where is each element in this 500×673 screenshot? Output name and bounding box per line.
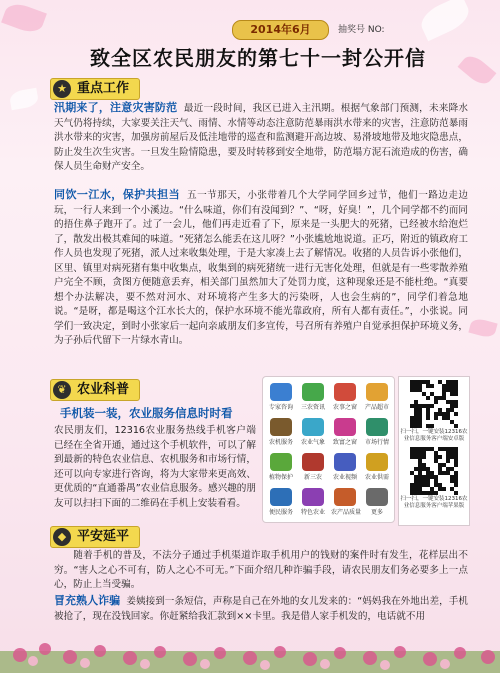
body-impersonation: 姜姨接到一条短信，声称是自己在外地的女儿发来的：“妈妈我在外地出差，手机被抢了，现在没钱回家。你赶紧给我汇款到××卡里。我是借人家手机发的，电话就不用 xyxy=(54,596,468,622)
app-tile[interactable] xyxy=(363,453,391,481)
subheading-river: 同饮一江水，保护共担当 xyxy=(54,188,181,201)
app-label: 专家咨询 xyxy=(268,404,293,411)
app-tile[interactable] xyxy=(267,453,295,481)
body-river: 五一节那天，小张带着几个大学同学回乡过节，他们一路边走边玩，一行人来到一个小溪边。“什么味道，你们有没闻到？”、“呀，好臭！”，几个同学都不约而同的捂住鼻子跑开了。过了一会儿，他们再走近看了下，原来是一头肥大的死猪，已经被水给泡烂了，散发出极其难闻的味道。“死猪怎么能丢在这儿呀？”小张尴尬地说道。正巧，附近的镇政府工作人员也发现了死猪，派人过来收集处理，于是大家凑上去了解情况。收猪的人员告诉小张他们，区里、镇里对病死猪有集中收集点，收集到的病死猪统一进行无害化处理，但就是有一些零散养殖户完全不顾，贪图方便随意丢弃，相关部门虽然加大了处罚力度，这种现象还是不能杜绝。“真要想个办法解决，要不然对河水、对环境将产生多大的污染呀，人也会生病的”，同学们着急地说。“是呀，都是喝这个江水长大的，保护水环境不能光靠政府，所有人都有责任。”，小张说。同学们一致决定，到时小张家后一起向亲戚朋友们多宣传，号召所有养殖户自觉承担保护环境义务，为子孙后代留下一片绿水青山。 xyxy=(54,190,469,346)
qr-code-android[interactable] xyxy=(410,380,458,428)
section-tag-label: 平安延平 xyxy=(77,529,130,544)
lottery-number-label: 抽奖号 NO: xyxy=(338,25,385,35)
app-icon xyxy=(334,453,356,471)
section-tag-key-work xyxy=(50,78,140,100)
qr-caption-ios: 扫一扫，一键安装12316农业信息服务客户端苹果版 xyxy=(400,496,468,509)
app-label: 特色农业 xyxy=(300,509,325,516)
app-icon xyxy=(270,488,292,506)
decorative-petal xyxy=(468,317,497,339)
decorative-petal xyxy=(9,88,40,111)
app-tile[interactable] xyxy=(299,418,327,446)
app-tile[interactable] xyxy=(363,418,391,446)
app-tile[interactable] xyxy=(267,383,295,411)
app-tile[interactable] xyxy=(363,488,391,516)
leaf-icon: ❦ xyxy=(53,381,71,399)
app-label: 更多 xyxy=(370,509,383,516)
app-label: 市场行情 xyxy=(364,439,389,446)
qr-caption-android: 扫一扫，一键安装12316农业信息服务客户端安卓版 xyxy=(400,429,468,442)
body-flood: 最近一段时间，我区已进入主汛期。根据气象部门预测，未来降水天气仍将持续，大家要关注天气、雨情、水情等动态注意防范暴雨洪水带来的灾害，注意防范暴雨洪水带来的灾害，加强房前屋后及低洼地带的巡查和监测避开高边坡、易滑坡地带及地灾隐患点，防止发生次生灾害。一旦发生险情隐患，要及时转移到安全地带，防范塌方泥石流造成的伤害，确保人员生命财产安全。 xyxy=(54,103,468,172)
app-tile[interactable] xyxy=(331,488,362,516)
subheading-flood: 汛期来了，注意灾害防范 xyxy=(54,101,178,114)
app-icon xyxy=(366,383,388,401)
app-label: 农机服务 xyxy=(268,439,293,446)
section-tag-label: 重点工作 xyxy=(77,81,130,96)
app-tile[interactable] xyxy=(363,383,391,411)
app-label: 农业气象 xyxy=(300,439,325,446)
app-icon xyxy=(302,418,324,436)
app-label: 农产品质量 xyxy=(331,509,362,516)
app-label: 三农资讯 xyxy=(300,404,325,411)
app-label: 新三农 xyxy=(303,474,322,481)
app-icon xyxy=(270,383,292,401)
app-tile[interactable] xyxy=(267,418,295,446)
app-label: 产品超市 xyxy=(364,404,389,411)
app-label: 致富之窗 xyxy=(332,439,357,446)
body-safety-intro: 随着手机的普及，不法分子通过手机渠道诈取手机用户的钱财的案件时有发生，花样层出不穷。“害人之心不可有，防人之心不可无。”下面介绍几种诈骗手段，请农民朋友们务必要多上一点心，防止上当受骗。 xyxy=(54,550,468,590)
app-label: 农业供需 xyxy=(364,474,389,481)
section-tag-agri-science xyxy=(50,379,140,401)
app-label: 农事之窗 xyxy=(332,404,357,411)
qr-code-panel xyxy=(398,376,470,526)
app-icon xyxy=(366,418,388,436)
page-title: 致全区农民朋友的第七十一封公开信 xyxy=(90,46,426,70)
qr-code-ios[interactable] xyxy=(410,447,458,495)
decorative-petal xyxy=(1,0,47,36)
app-tile[interactable] xyxy=(331,418,359,446)
app-screenshot-panel xyxy=(262,376,395,523)
app-label: 便民服务 xyxy=(268,509,293,516)
app-icon xyxy=(302,383,324,401)
app-icon xyxy=(334,383,356,401)
app-icon xyxy=(270,453,292,471)
app-label: 农业视频 xyxy=(332,474,357,481)
issue-date-banner: 2014年6月 xyxy=(232,20,329,40)
app-icon xyxy=(366,488,388,506)
app-icon xyxy=(334,488,356,506)
app-icon xyxy=(366,453,388,471)
app-icon xyxy=(302,488,324,506)
app-tile[interactable] xyxy=(299,383,327,411)
subheading-impersonation: 冒充熟人诈骗 xyxy=(54,594,121,607)
decorative-petal xyxy=(416,0,473,41)
paragraph-flood-season xyxy=(54,101,468,175)
app-tile[interactable] xyxy=(331,383,359,411)
paragraph-impersonation xyxy=(54,594,468,624)
star-icon: ★ xyxy=(53,80,71,98)
decorative-flowers xyxy=(0,631,500,673)
shield-icon: ◆ xyxy=(53,528,71,546)
app-tile[interactable] xyxy=(299,488,327,516)
app-label: 植物保护 xyxy=(268,474,293,481)
subheading-mobile-app: 手机装一装，农业服务信息时时看 xyxy=(60,406,233,420)
app-tile[interactable] xyxy=(331,453,359,481)
app-icon xyxy=(302,453,324,471)
section-tag-safety xyxy=(50,526,140,548)
section-tag-label: 农业科普 xyxy=(77,382,130,397)
app-tile[interactable] xyxy=(267,488,295,516)
app-tile[interactable] xyxy=(299,453,327,481)
app-icon xyxy=(270,418,292,436)
paragraph-river xyxy=(54,188,468,349)
app-icon xyxy=(334,418,356,436)
body-mobile-app: 农民朋友们，12316农业服务热线手机客户端已经在全省开通，通过这个手机软件，可以了解到最新的特色农业信息、农机服务和市场行情，还可以向专家进行咨询，将为大家带来更高效、更优质的“直通番禺”农业信息服务。感兴趣的朋友可以扫扫下面的二维码在手机上安装看看。 xyxy=(54,425,256,509)
